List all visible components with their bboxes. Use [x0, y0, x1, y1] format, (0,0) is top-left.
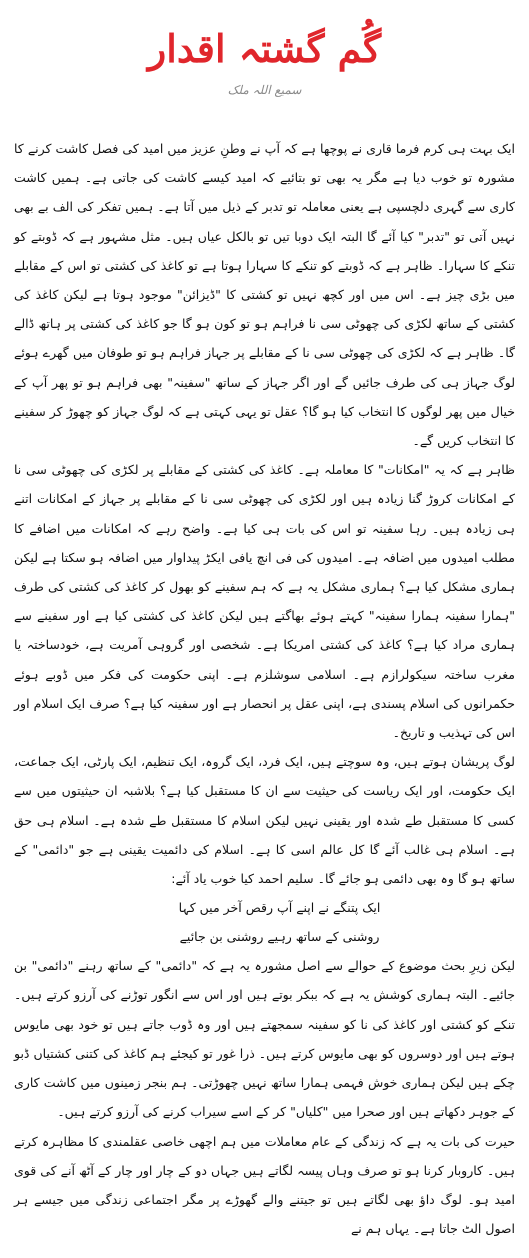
author-byline: سمیع اللہ ملک: [227, 83, 302, 97]
article-body: [14, 134, 515, 1243]
paragraph-4: لیکن زیرِ بحث موضوع کے حوالے سے اصل مشورہ یہ ہے کہ "دائمی" کے ساتھ رہنے "دائمی" بن جائیے۔ البتہ ہماری کوشش یہ ہے کہ ببکر بوتے ہیں اور اس سے انگور توڑنے کی آرزو کرتے ہیں۔ تنکے کو کشتی اور کاغذ کی نا کو سفینہ سمجھتے ہیں اور وہ ڈوب جاتے ہیں تو خود بھی مایوس ہوتے ہیں اور دوسروں کو بھی مایوس کرتے ہیں۔ ذرا غور تو کیجئے ہم کاغذ کی کتنی کشتیاں ڈبو چکے ہیں لیکن ہماری خوش فہمی ہمارا ساتھ نہیں چھوڑتی۔ ہم بنجر زمینوں میں کاشت کاری کے جوہر دکھاتے ہیں اور صحرا میں "کلیاں" کر کے اسے سیراب کرنے کی آرزو کرتے ہیں۔: [14, 958, 515, 1120]
page-title: گُم گشتہ اقدار: [147, 26, 382, 71]
paragraph-3: لوگ پریشان ہوتے ہیں، وہ سوچتے ہیں، ایک فرد، ایک گروہ، ایک تنظیم، ایک پارٹی، ایک جماعت، ایک حکومت، اور ایک ریاست کی حیثیت سے ان کا مستقبل کیا ہے؟ بلاشبہ ان حیثیتوں میں سے کسی کا مستقبل طے شدہ اور یقینی نہیں لیکن اسلام کا مستقبل طے شدہ ہے۔ اسلام ہی حق ہے۔ اسلام ہی غالب آئے گا کل عالم اسی کا ہے۔ اسلام کی دائمیت یقینی ہے جو "دائمی" کے ساتھ ہو گا وہ بھی دائمی ہو جائے گا۔ سلیم احمد کیا خوب یاد آئے:: [14, 754, 515, 887]
couplet-line-2: روشنی کے ساتھ رہیے روشنی بن جائیے: [179, 929, 380, 945]
poetry-couplet: [14, 893, 515, 951]
paragraph-2: ظاہر ہے کہ یہ "امکانات" کا معاملہ ہے۔ کاغذ کی کشتی کے مقابلے پر لکڑی کی چھوٹی سی نا کے امکانات کروڑ گنا زیادہ ہیں اور لکڑی کی چھوٹی سی نا کے مقابلے پر جہاز کے امکانات اتنے ہی زیادہ ہیں۔ رہا سفینہ تو اس کی بات ہی کیا ہے۔ واضح رہے کہ امکانات میں اضافے کا مطلب امیدوں میں اضافہ ہے۔ امیدوں کی فی انچ یافی ایکڑ پیداوار میں اضافہ ہو سکتا ہے لیکن ہماری مشکل کیا ہے؟ ہماری مشکل یہ ہے کہ ہم سفینے کو بھول کر کاغذ کی کشتی کی طرف "ہمارا سفینہ ہمارا سفینہ" کہتے ہوئے بھاگتے ہیں لیکن کاغذ کی کشتی کیا ہے اور سفینے سے ہماری مراد کیا ہے؟ کاغذ کی کشتی امریکا ہے۔ شخصی اور گروہی آمریت ہے، خودساختہ یا مغرب ساختہ سیکولرازم ہے۔ اسلامی سوشلزم ہے۔ اپنی حکومت کی فکر میں ڈوبے ہوئے حکمرانوں کی اسلام پسندی ہے، اپنی عقل پر انحصار ہے اور سفینہ کیا ہے؟ صرف ایک اسلام اور اس کی تہذیب و تاریخ۔: [14, 462, 515, 741]
couplet-line-1: ایک پتنگے نے اپنے آپ رقص آخر میں کہا: [178, 900, 381, 916]
paragraph-1: ایک بہت ہی کرم فرما قاری نے پوچھا ہے کہ آپ نے وطنِ عزیز میں امید کی فصل کاشت کرنے کا مشورہ تو خوب دیا ہے مگر یہ بھی تو بتائیے کہ امید کیسے کاشت کی جاتی ہے۔ ہمیں کاشت کاری سے گہری دلچسپی ہے یعنی معاملہ تو تدبر کے ذیل میں آتا ہے۔ ہمیں تفکر کی الف بے بھی نہیں آتی تو "تدبر" کیا آئے گا البتہ ایک دوبا تیں تو بالکل عیاں ہیں۔ مثل مشہور ہے کہ ڈوبتے کو تنکے کا سہارا۔ ظاہر ہے کہ ڈوبتے کو تنکے کا سہارا ہوتا ہے تو کاغذ کی کشتی تو اس کے مقابلے میں بڑی چیز ہے۔ اس میں اور کچھ نہیں تو کشتی کا "ڈیزائن" موجود ہوتا ہے لیکن کاغذ کی کشتی کے ساتھ لکڑی کی چھوٹی سی نا فراہم ہو تو کون ہو گا جو کاغذ کی کشتی پر ہاتھ ڈالے گا۔ ظاہر ہے کہ لکڑی کی چھوٹی سی نا کے مقابلے پر جہاز فراہم ہو تو طوفان میں گھرے ہوئے لوگ جہاز ہی کی طرف جائیں گے اور اگر جہاز کے ساتھ "سفینہ" بھی فراہم ہو تو پھر آپ کے خیال میں پھر لوگوں کا انتخاب کیا ہو گا؟ عقل تو یہی کہتی ہے کہ لوگ جہاز کو چھوڑ کر سفینے کا انتخاب کریں گے۔: [14, 141, 515, 449]
paragraph-5: حیرت کی بات یہ ہے کہ زندگی کے عام معاملات میں ہم اچھی خاصی عقلمندی کا مظاہرہ کرتے ہیں۔ کاروبار کرنا ہو تو صرف وہاں پیسہ لگاتے ہیں جہاں دو کے چار اور چار کے آٹھ آنے کی قوی امید ہو۔ لوگ داؤ بھی لگاتے ہیں تو جیتنے والے گھوڑے پر مگر اجتماعی زندگی میں جیسے ہر اصول الٹ جاتا ہے۔ یہاں ہم نے: [14, 1133, 515, 1237]
